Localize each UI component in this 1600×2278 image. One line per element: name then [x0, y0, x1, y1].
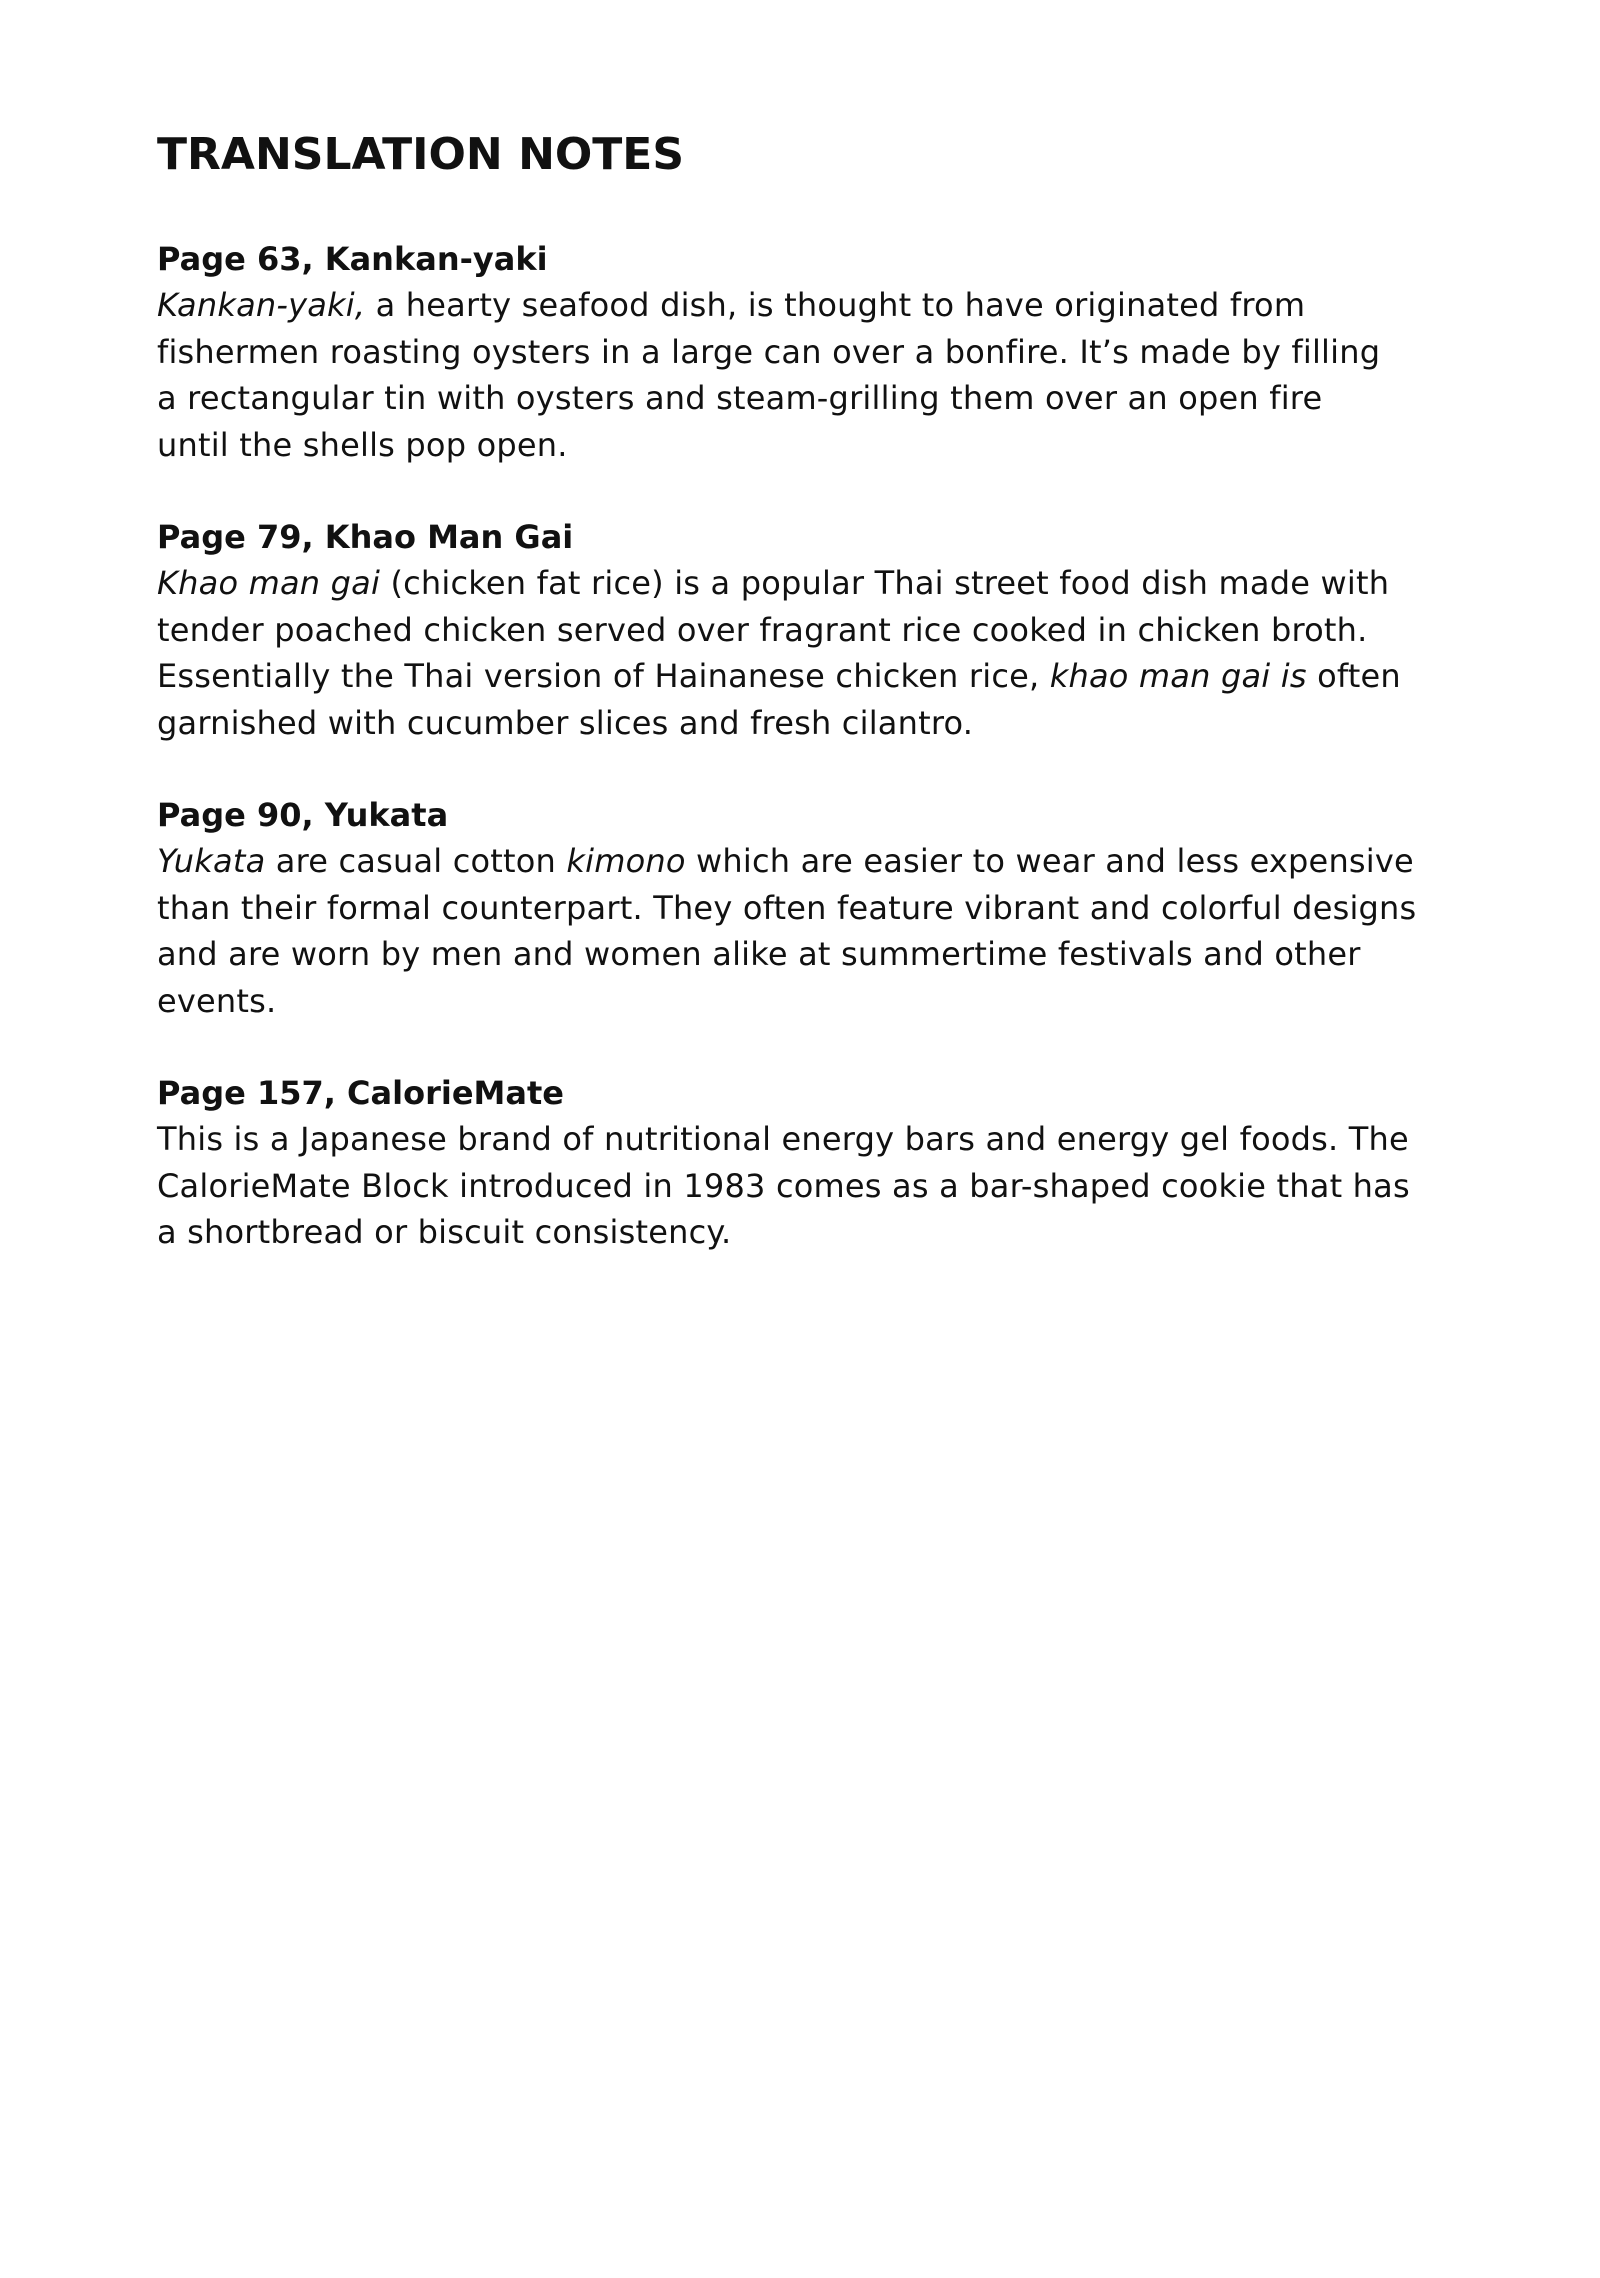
text-segment: a hearty seafood dish, is thought to have originated from: [365, 286, 1306, 324]
italic-term: Kankan-yaki,: [157, 286, 366, 324]
note-heading: Page 79, Khao Man Gai: [157, 518, 574, 556]
note-line: [157, 375, 1477, 422]
note-line: [157, 282, 1477, 329]
note-body: [157, 838, 1477, 1024]
text-segment: often: [1306, 657, 1401, 695]
italic-term: Yukata: [157, 842, 266, 880]
translation-note: [157, 514, 1477, 746]
text-segment: fishermen roasting oysters in a large can over a bonfire. It’s made by filling: [157, 332, 1381, 371]
text-segment: CalorieMate Block introduced in 1983 comes as a bar-shaped cookie that has: [157, 1166, 1410, 1205]
note-body: [157, 1116, 1477, 1256]
note-heading: Page 63, Kankan-yaki: [157, 240, 548, 278]
text-segment: which are easier to wear and less expensive: [685, 842, 1414, 880]
translation-note: [157, 1070, 1477, 1256]
italic-term: khao man gai is: [1049, 657, 1307, 695]
note-line: [157, 1163, 1477, 1210]
text-segment: Essentially the Thai version of Hainanese chicken rice,: [157, 657, 1050, 695]
notes-list: [157, 236, 1477, 1256]
italic-term: Khao man gai: [157, 564, 381, 602]
note-body: [157, 282, 1477, 468]
text-segment: than their formal counterpart. They often feature vibrant and colorful designs: [157, 888, 1417, 927]
page-title: TRANSLATION NOTES: [157, 129, 685, 180]
note-body: [157, 560, 1477, 746]
translation-note: [157, 792, 1477, 1024]
text-segment: This is a Japanese brand of nutritional energy bars and energy gel foods. The: [157, 1120, 1409, 1158]
note-line: [157, 1209, 1477, 1256]
note-line: [157, 560, 1477, 607]
note-line: [157, 700, 1477, 747]
note-line: [157, 1116, 1477, 1163]
text-segment: tender poached chicken served over fragrant rice cooked in chicken broth.: [157, 610, 1368, 649]
note-line: [157, 422, 1477, 469]
note-heading: Page 90, Yukata: [157, 796, 449, 834]
note-heading: Page 157, CalorieMate: [157, 1074, 564, 1112]
note-line: [157, 653, 1477, 700]
translation-note: [157, 236, 1477, 468]
note-line: [157, 607, 1477, 654]
text-segment: (chicken fat rice) is a popular Thai street food dish made with: [380, 564, 1390, 602]
text-segment: a rectangular tin with oysters and steam-grilling them over an open fire: [157, 379, 1323, 417]
note-line: [157, 838, 1477, 885]
text-segment: until the shells pop open.: [157, 425, 568, 464]
text-segment: and are worn by men and women alike at summertime festivals and other: [157, 935, 1361, 973]
note-line: [157, 329, 1477, 376]
text-segment: are casual cotton: [265, 842, 567, 880]
italic-term: kimono: [566, 842, 686, 880]
text-segment: a shortbread or biscuit consistency.: [157, 1213, 732, 1251]
note-line: [157, 931, 1477, 978]
text-segment: garnished with cucumber slices and fresh cilantro.: [157, 703, 974, 742]
text-segment: events.: [157, 981, 277, 1020]
note-line: [157, 885, 1477, 932]
document-page: [157, 128, 1477, 1302]
note-line: [157, 978, 1477, 1025]
